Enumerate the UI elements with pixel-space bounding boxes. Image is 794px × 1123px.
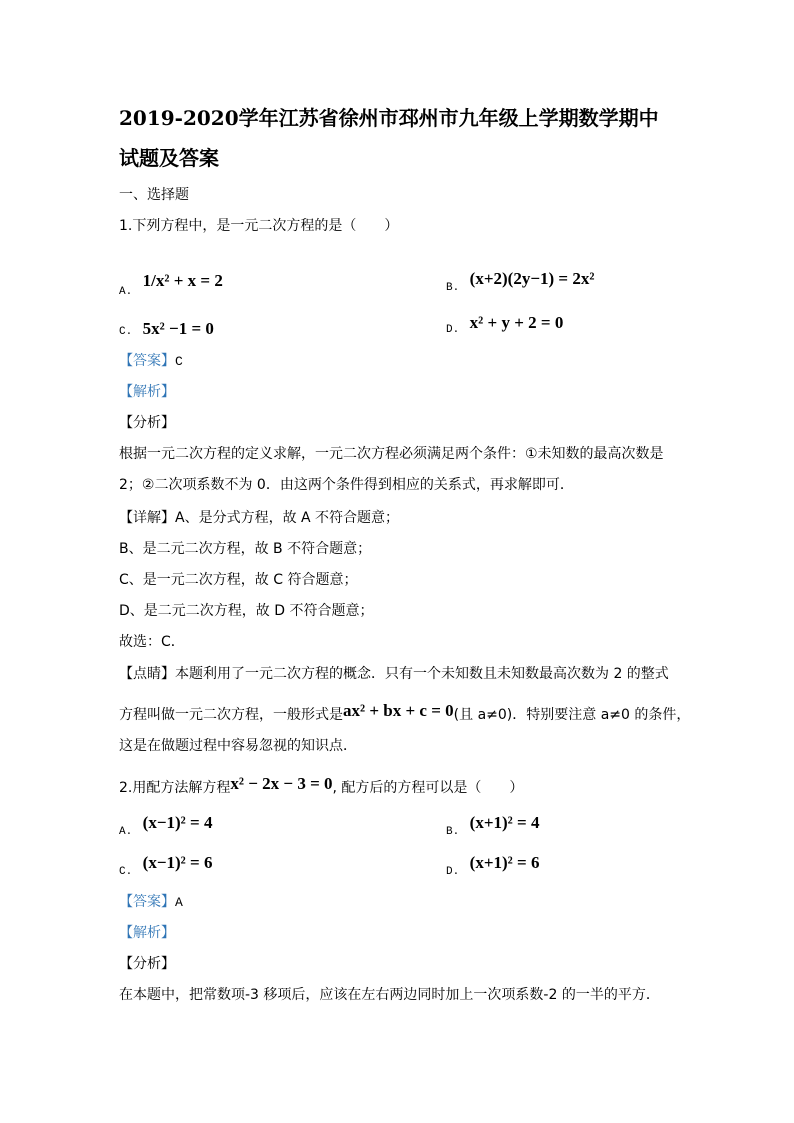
option-math: 1/x² + x = 2 [142, 271, 223, 290]
option-math: (x−1)² = 4 [142, 813, 213, 832]
xiangjie-text: A、是分式方程，故 A 不符合题意； [175, 510, 400, 526]
q1-option-c [119, 320, 214, 341]
q1-xiangjie-line-2: B、是二元二次方程，故 B 不符合题意； [119, 541, 372, 557]
section-heading: 一、选择题 [119, 187, 189, 203]
q2-fenxi-line-1: 在本题中，把常数项-3 移项后，应该在左右两边同时加上一次项系数-2 的一半的平方． [119, 987, 660, 1003]
answer-value: C [175, 354, 183, 369]
xiangjie-tag: 【详解】 [119, 510, 175, 526]
option-math: (x+1)² = 4 [469, 813, 540, 832]
dianjing-text: 方程叫做一元二次方程，一般形式是 [119, 707, 343, 723]
option-label: D. [446, 866, 460, 878]
general-form-math: ax² + bx + c = 0 [343, 701, 454, 720]
q1-stem: 1.下列方程中，是一元二次方程的是（ ） [119, 218, 399, 234]
q1-dianjing-line-3: 这是在做题过程中容易忽视的知识点． [119, 738, 357, 754]
option-label: D. [446, 324, 460, 336]
q1-xiangjie-line-3: C、是一元二次方程，故 C 符合题意； [119, 572, 358, 588]
q1-option-a [119, 271, 223, 301]
q2-stem [119, 774, 524, 797]
q2-answer [119, 893, 183, 912]
document-title-line-1: 2019-2020学年江苏省徐州市邳州市九年级上学期数学期中 [119, 106, 659, 130]
q2-option-a [119, 813, 213, 841]
answer-tag: 【答案】 [119, 353, 175, 369]
option-label: C. [119, 866, 133, 878]
q1-xiangjie-line-1 [119, 509, 399, 527]
stem-text: 2.用配方法解方程 [119, 780, 231, 796]
answer-value: A [175, 895, 183, 910]
q1-dianjing-line-1 [119, 665, 669, 683]
dianjing-tag: 【点睛】 [119, 666, 175, 682]
stem-text: , 配方后的方程可以是（ ） [332, 780, 524, 796]
dianjing-text: (且 a≠0)．特别要注意 a≠0 的条件， [453, 707, 691, 723]
option-math: (x−1)² = 6 [142, 853, 213, 872]
equation-math: x² − 2x − 3 = 0 [230, 774, 333, 793]
dianjing-text: 本题利用了一元二次方程的概念．只有一个未知数且未知数最高次数为 2 的整式 [175, 666, 669, 682]
option-math: (x+2)(2y−1) = 2x² [469, 269, 595, 288]
option-label: A. [119, 826, 133, 838]
option-math: (x+1)² = 6 [469, 853, 540, 872]
option-label: B. [446, 826, 460, 838]
option-math: x² + y + 2 = 0 [469, 313, 564, 332]
option-label: B. [446, 282, 460, 294]
q1-fenxi-line-2: 2；②二次项系数不为 0．由这两个条件得到相应的关系式，再求解即可． [119, 477, 574, 493]
q2-fenxi-tag: 【分析】 [119, 956, 175, 972]
q1-answer [119, 352, 183, 371]
q1-option-d [446, 313, 564, 339]
q1-jiexi-tag: 【解析】 [119, 384, 175, 400]
q2-option-c [119, 853, 213, 881]
q1-fenxi-tag: 【分析】 [119, 415, 175, 431]
answer-tag: 【答案】 [119, 894, 175, 910]
q1-fenxi-line-1: 根据一元二次方程的定义求解，一元二次方程必须满足两个条件：①未知数的最高次数是 [119, 446, 664, 462]
option-label: C. [119, 326, 133, 338]
q2-jiexi-tag: 【解析】 [119, 925, 175, 941]
option-label: A. [119, 286, 133, 298]
q1-conclusion: 故选：C． [119, 634, 185, 650]
document-title-line-2: 试题及答案 [119, 146, 219, 170]
q1-xiangjie-line-4: D、是二元二次方程，故 D 不符合题意； [119, 603, 374, 619]
q2-option-d [446, 853, 540, 881]
q1-dianjing-line-2 [119, 701, 691, 724]
q2-option-b [446, 813, 540, 841]
option-math: 5x² −1 = 0 [142, 319, 214, 338]
q1-option-b [446, 269, 595, 297]
